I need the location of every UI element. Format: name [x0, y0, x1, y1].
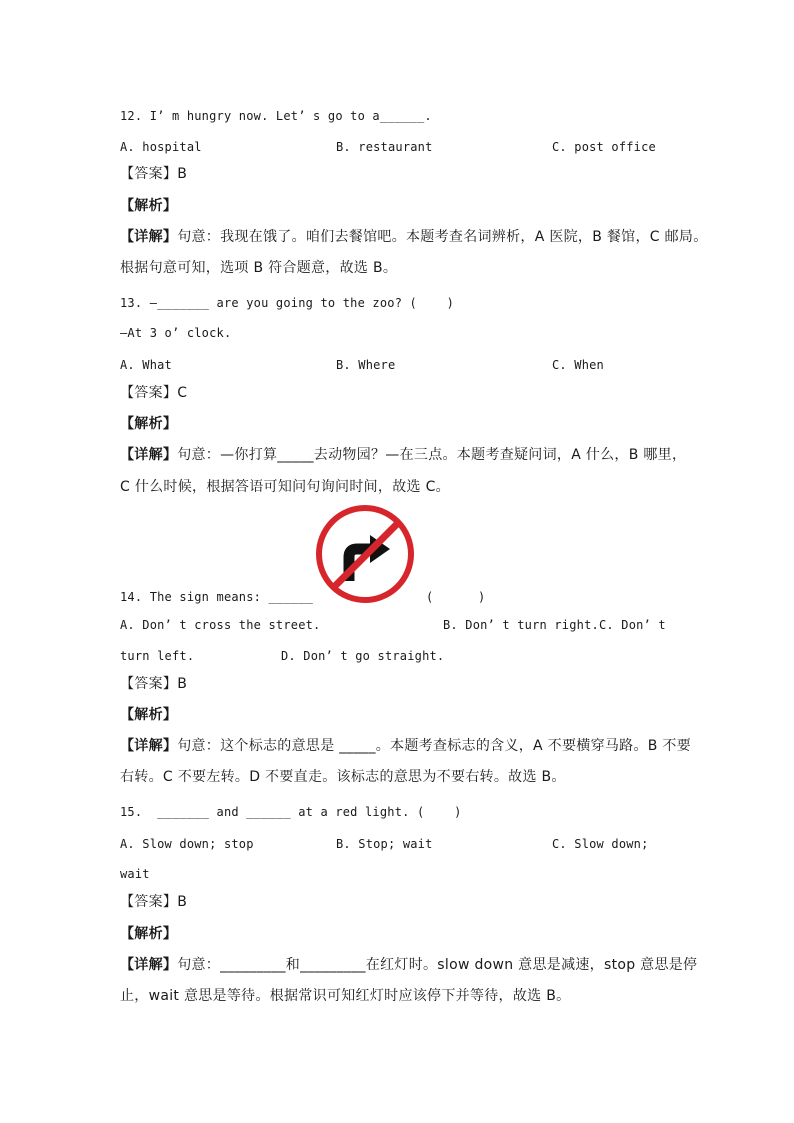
q13-analysis-heading: 【解析】 — [120, 416, 178, 432]
q15-question: 15. _______ and ______ at a red light. ( ) — [120, 805, 462, 819]
q15-option-a: A. Slow down; stop — [120, 837, 254, 851]
q13-question: 13. —_______ are you going to the zoo? ( ) — [120, 296, 455, 310]
q15-option-b: B. Stop; wait — [336, 837, 433, 851]
q15-option-c-part2: wait — [120, 867, 150, 881]
q13-option-c: C. When — [552, 358, 604, 372]
q12-detail-line1 — [120, 229, 708, 245]
q14-answer: 【答案】B — [120, 676, 188, 692]
q14-detail-line1 — [120, 738, 691, 754]
q14-option-c-part1: C. Don’ t — [599, 618, 666, 632]
q12-answer: 【答案】B — [120, 166, 188, 182]
q13-detail-line2: C 什么时候，根据答语可知问句询问时间，故选 C。 — [120, 479, 450, 495]
q12-analysis-heading: 【解析】 — [120, 198, 178, 214]
q13-reply: —At 3 o’ clock. — [120, 326, 232, 340]
q14-detail-text1: 句意：这个标志的意思是 _____。本题考查标志的含义，A 不要横穿马路。B 不要 — [177, 738, 692, 754]
q15-detail-line2: 止，wait 意思是等待。根据常识可知红灯时应该停下并等待，故选 B。 — [120, 988, 571, 1004]
q14-detail-line2: 右转。C 不要左转。D 不要直走。该标志的意思为不要右转。故选 B。 — [120, 769, 566, 785]
no-right-turn-sign-icon — [316, 505, 414, 603]
q13-answer: 【答案】C — [120, 385, 188, 401]
q12-option-b: B. restaurant — [336, 140, 433, 154]
q13-detail-label: 【详解】 — [120, 447, 178, 463]
q14-option-b: B. Don’ t turn right. — [443, 618, 599, 632]
q14-option-d: D. Don’ t go straight. — [281, 649, 445, 663]
q15-detail-line1 — [120, 957, 697, 973]
q15-analysis-heading: 【解析】 — [120, 926, 178, 942]
q12-option-c: C. post office — [552, 140, 656, 154]
q14-question: 14. The sign means: ______ — [120, 590, 314, 604]
q12-question: 12. I’ m hungry now. Let’ s go to a______. — [120, 109, 432, 123]
q15-detail-text1: 句意：_________和_________在红灯时。slow down 意思是减速，stop 意思是停 — [177, 957, 698, 973]
q14-option-c-part2: turn left. — [120, 649, 195, 663]
q13-detail-text1: 句意：—你打算_____去动物园？—在三点。本题考查疑问词，A 什么，B 哪里， — [177, 447, 687, 463]
q13-detail-line1 — [120, 447, 686, 463]
q12-detail-label: 【详解】 — [120, 229, 178, 245]
q14-bracket: ( ) — [426, 590, 486, 604]
q15-option-c-part1: C. Slow down; — [552, 837, 649, 851]
q13-option-b: B. Where — [336, 358, 396, 372]
q12-option-a: A. hospital — [120, 140, 202, 154]
q14-analysis-heading: 【解析】 — [120, 707, 178, 723]
q15-answer: 【答案】B — [120, 894, 188, 910]
q14-detail-label: 【详解】 — [120, 738, 178, 754]
q12-detail-line2: 根据句意可知，选项 B 符合题意，故选 B。 — [120, 260, 398, 276]
q15-detail-label: 【详解】 — [120, 957, 178, 973]
q12-detail-text1: 句意：我现在饿了。咱们去餐馆吧。本题考查名词辨析，A 医院，B 餐馆，C 邮局。 — [177, 229, 708, 245]
q14-option-a: A. Don’ t cross the street. — [120, 618, 321, 632]
q13-option-a: A. What — [120, 358, 172, 372]
